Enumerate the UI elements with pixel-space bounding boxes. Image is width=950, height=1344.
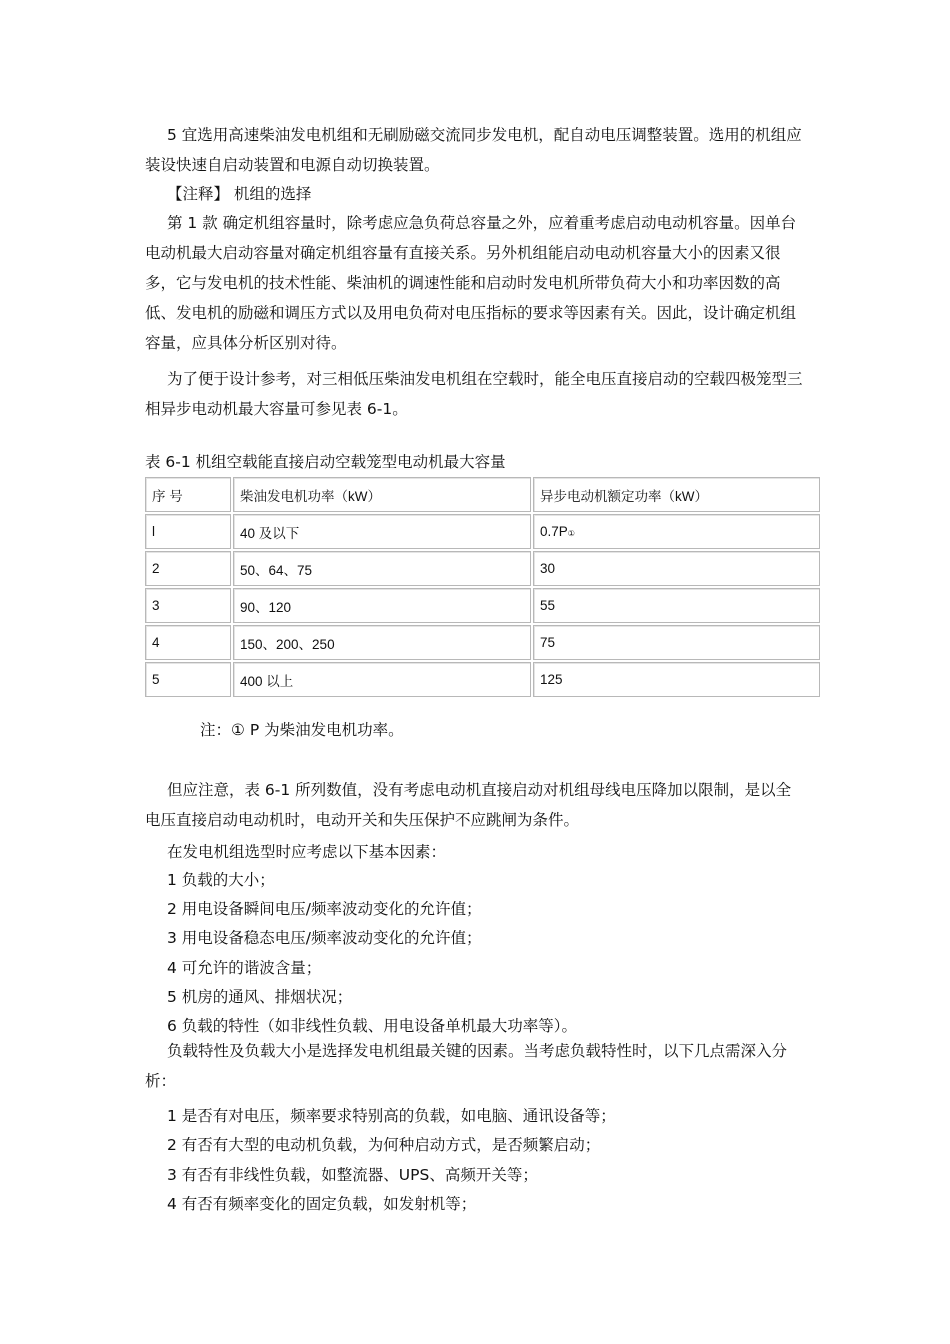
cell-index: 2 <box>145 551 231 586</box>
cell-motor-power: 55 <box>533 588 820 623</box>
list-item-factor: 1 负载的大小； <box>167 871 275 889</box>
list-item-analysis: 4 有否有频率变化的固定负载，如发射机等； <box>167 1195 477 1213</box>
table-footnote: 注：① P 为柴油发电机功率。 <box>200 721 404 739</box>
table-row <box>145 551 820 586</box>
cell-index: 3 <box>145 588 231 623</box>
header-index: 序 号 <box>145 477 231 512</box>
cell-generator-power: 90、120 <box>233 588 531 623</box>
cell-index: l <box>145 514 231 549</box>
table-header-row <box>145 477 820 512</box>
table-row <box>145 588 820 623</box>
note-heading: 【注释】 机组的选择 <box>167 185 312 203</box>
paragraph-reference: 为了便于设计参考，对三相低压柴油发电机组在空载时，能全电压直接启动的空载四极笼型三相异步电动机最大容量可参见表 6-1。 <box>145 370 803 418</box>
list-item-factor: 2 用电设备瞬间电压/频率波动变化的允许值； <box>167 900 482 918</box>
cell-generator-power: 50、64、75 <box>233 551 531 586</box>
list-item-factor: 6 负载的特性（如非线性负载、用电设备单机最大功率等）。 <box>167 1017 578 1035</box>
cell-motor-power: 75 <box>533 625 820 660</box>
list-item-analysis: 3 有否有非线性负载，如整流器、UPS、高频开关等； <box>167 1166 538 1184</box>
cell-motor-power: 125 <box>533 662 820 697</box>
cell-index: 5 <box>145 662 231 697</box>
table-row <box>145 625 820 660</box>
list-item-factor: 4 可允许的谐波含量； <box>167 959 322 977</box>
cell-motor-power <box>533 514 820 549</box>
paragraph-capacity: 第 1 款 确定机组容量时，除考虑应急负荷总容量之外，应着重考虑启动电动机容量。因单台电动机最大启动容量对确定机组容量有直接关系。另外机组能启动电动机容量大小的因素又很多，它与发电机的技术性能、柴油机的调速性能和启动时发电机所带负荷大小和功率因数的高低、发电机的励磁和调压方式以及用电负荷对电压指标的要求等因素有关。因此，设计确定机组容量，应具体分析区别对待。 <box>145 214 797 352</box>
cell-motor-power: 30 <box>533 551 820 586</box>
cell-generator-power: 150、200、250 <box>233 625 531 660</box>
table-row <box>145 514 820 549</box>
list-item-factor: 3 用电设备稳态电压/频率波动变化的允许值； <box>167 929 482 947</box>
paragraph-unit-selection: 5 宜选用高速柴油发电机组和无刷励磁交流同步发电机，配自动电压调整装置。选用的机组应装设快速自启动装置和电源自动切换装置。 <box>145 126 802 174</box>
header-motor-power: 异步电动机额定功率（kW） <box>533 477 820 512</box>
list-item-factor: 5 机房的通风、排烟状况； <box>167 988 353 1006</box>
factors-intro: 在发电机组选型时应考虑以下基本因素： <box>167 843 447 861</box>
capacity-table <box>143 475 822 699</box>
cell-index: 4 <box>145 625 231 660</box>
motor-power-value: 0.7P <box>540 524 568 539</box>
header-generator-power: 柴油发电机功率（kW） <box>233 477 531 512</box>
table-caption: 表 6-1 机组空载能直接启动空载笼型电动机最大容量 <box>145 453 506 471</box>
paragraph-load-characteristics: 负载特性及负载大小是选择发电机组最关键的因素。当考虑负载特性时，以下几点需深入分析： <box>145 1042 788 1090</box>
paragraph-voltage-note: 但应注意，表 6-1 所列数值，没有考虑电动机直接启动对机组母线电压降加以限制，是以全电压直接启动电动机时，电动开关和失压保护不应跳闸为条件。 <box>145 781 792 829</box>
cell-generator-power: 400 以上 <box>233 662 531 697</box>
table-row <box>145 662 820 697</box>
cell-generator-power: 40 及以下 <box>233 514 531 549</box>
list-item-analysis: 1 是否有对电压，频率要求特别高的负载，如电脑、通讯设备等； <box>167 1107 616 1125</box>
list-item-analysis: 2 有否有大型的电动机负载，为何种启动方式，是否频繁启动； <box>167 1136 601 1154</box>
footnote-mark: ① <box>567 529 575 538</box>
